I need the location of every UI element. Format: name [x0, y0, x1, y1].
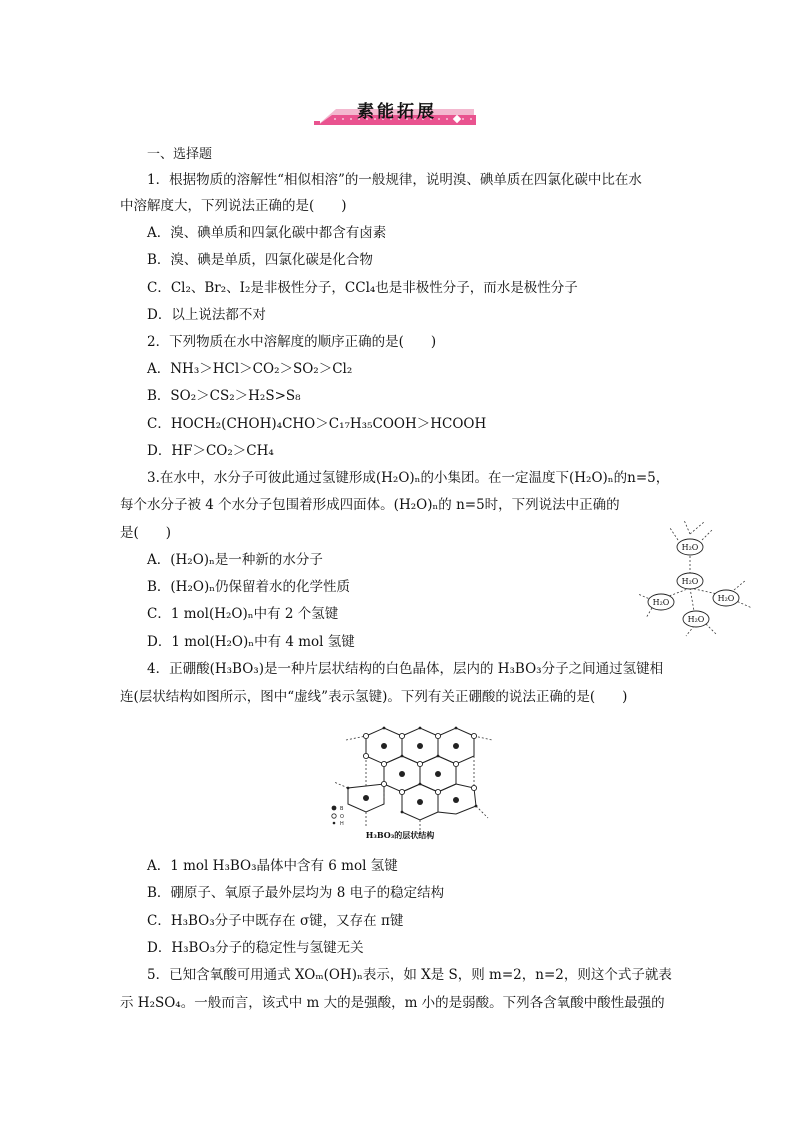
- q3-stem-line2: 每个水分子被 4 个水分子包围着形成四面体。(H₂O)ₙ的 n=5时，下列说法中正确的: [120, 497, 620, 513]
- q3-option-c: C．1 mol(H₂O)ₙ中有 2 个氢键: [147, 606, 339, 622]
- water-label-2: H₂O: [681, 577, 699, 586]
- water-cluster-figure: [636, 518, 758, 638]
- water-label-3: H₂O: [652, 598, 670, 607]
- q4-option-b: B．硼原子、氧原子最外层均为 8 电子的稳定结构: [147, 885, 445, 901]
- q2-stem: 2．下列物质在水中溶解度的顺序正确的是( ): [147, 334, 437, 350]
- q1-option-a: A．溴、碘单质和四氯化碳中都含有卤素: [147, 225, 387, 241]
- q4-option-c: C．H₃BO₃分子中既存在 σ键，又存在 π键: [147, 913, 404, 929]
- q3-option-b: B．(H₂O)ₙ仍保留着水的化学性质: [147, 579, 351, 595]
- q1-option-c: C．Cl₂、Br₂、I₂是非极性分子，CCl₄也是非极性分子，而水是极性分子: [147, 280, 578, 296]
- q3-option-a: A．(H₂O)ₙ是一种新的水分子: [147, 552, 323, 568]
- q4-stem-line2: 连(层状结构如图所示，图中“虚线”表示氢键)。下列有关正硼酸的说法正确的是( ): [120, 689, 628, 705]
- q1-option-b: B．溴、碘是单质，四氯化碳是化合物: [147, 252, 373, 268]
- q5-stem-line2: 示 H₂SO₄。一般而言，该式中 m 大的是强酸，m 小的是弱酸。下列各含氧酸中酸性最强的: [120, 995, 665, 1011]
- water-label-1: H₂O: [681, 543, 699, 552]
- q5-stem-line1: 5．已知含氧酸可用通式 XOₘ(OH)ₙ表示，如 X是 S，则 m=2，n=2，则这个式子就表: [147, 967, 672, 983]
- legend-h: H: [340, 821, 344, 827]
- q2-option-b: B．SO₂＞CS₂＞H₂S>S₈: [147, 388, 301, 404]
- q2-option-a: A．NH₃＞HCl＞CO₂＞SO₂＞Cl₂: [147, 361, 353, 377]
- q4-option-d: D．H₃BO₃分子的稳定性与氢键无关: [147, 940, 364, 956]
- section-heading: 一、选择题: [147, 147, 213, 162]
- q4-option-a: A．1 mol H₃BO₃晶体中含有 6 mol 氢键: [147, 858, 398, 874]
- legend-o: O: [340, 814, 344, 820]
- section-banner: [314, 95, 480, 127]
- q3-stem-line1: 3.在水中，水分子可彼此通过氢键形成(H₂O)ₙ的小集团。在一定温度下(H₂O)ₙ的n=5，: [147, 470, 670, 486]
- water-label-4: H₂O: [717, 594, 735, 603]
- q1-stem-line2: 中溶解度大，下列说法正确的是( ): [120, 198, 347, 214]
- q3-option-d: D．1 mol(H₂O)ₙ中有 4 mol 氢键: [147, 634, 355, 650]
- q3-stem-line3: 是( ): [120, 525, 172, 541]
- legend-b: B: [340, 806, 344, 812]
- boric-acid-layer-figure: [326, 726, 496, 846]
- q1-option-d: D．以上说法都不对: [147, 307, 266, 323]
- q4-stem-line1: 4．正硼酸(H₃BO₃)是一种片层状结构的白色晶体，层内的 H₃BO₃分子之间通过氢键相: [147, 661, 664, 677]
- q2-option-d: D．HF＞CO₂＞CH₄: [147, 443, 274, 459]
- water-label-5: H₂O: [687, 615, 705, 624]
- page-title: 素能拓展: [357, 102, 437, 122]
- q2-option-c: C．HOCH₂(CHOH)₄CHO＞C₁₇H₃₅COOH＞HCOOH: [147, 416, 487, 432]
- figure-caption: H₃BO₃的层状结构: [365, 830, 435, 840]
- q1-stem-line1: 1．根据物质的溶解性“相似相溶”的一般规律，说明溴、碘单质在四氯化碳中比在水: [147, 172, 642, 188]
